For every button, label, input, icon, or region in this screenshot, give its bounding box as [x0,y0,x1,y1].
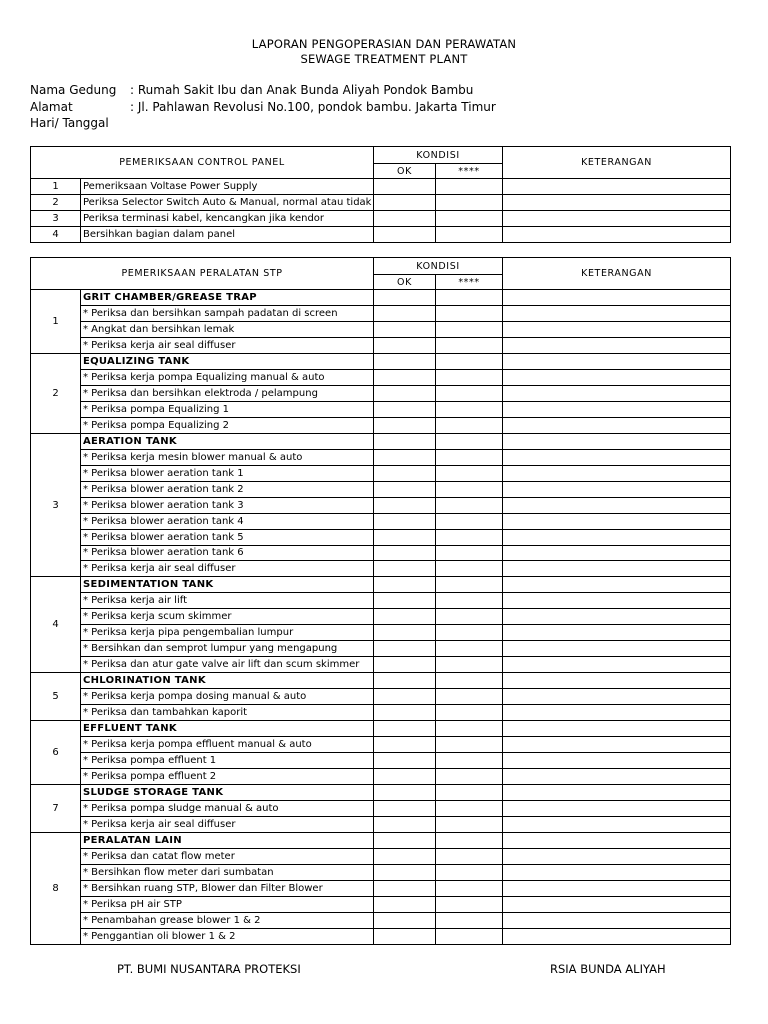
table-row [31,211,731,227]
ok-cell[interactable] [374,195,436,211]
ok-cell[interactable] [374,912,436,928]
stars-cell[interactable] [436,385,503,401]
stars-cell[interactable] [436,848,503,864]
section-title: GRIT CHAMBER/GREASE TRAP [81,290,374,306]
check-item: * Periksa kerja pompa dosing manual & auto [81,689,374,705]
ok-cell[interactable] [374,737,436,753]
keterangan-cell[interactable] [503,417,731,433]
keterangan-cell[interactable] [503,641,731,657]
keterangan-cell[interactable] [503,625,731,641]
stars-cell[interactable] [436,449,503,465]
check-item: * Periksa dan tambahkan kaporit [81,705,374,721]
check-item: Periksa Selector Switch Auto & Manual, normal atau tidak [81,195,374,211]
check-item: * Bersihkan ruang STP, Blower dan Filter Blower [81,880,374,896]
ok-cell[interactable] [374,721,436,737]
keterangan-cell[interactable] [503,737,731,753]
keterangan-cell[interactable] [503,848,731,864]
ok-cell[interactable] [374,657,436,673]
ok-cell[interactable] [374,385,436,401]
check-item: Pemeriksaan Voltase Power Supply [81,179,374,195]
stars-cell[interactable] [436,321,503,337]
table-row [31,657,731,673]
table-row [31,816,731,832]
table-row [31,912,731,928]
section-number: 2 [31,353,81,433]
table-row [31,385,731,401]
keterangan-cell[interactable] [503,657,731,673]
stars-cell[interactable] [436,753,503,769]
section-header-row [31,353,731,369]
table-row [31,753,731,769]
table-row [31,561,731,577]
stars-cell[interactable] [436,497,503,513]
keterangan-cell[interactable] [503,211,731,227]
section-number: 5 [31,673,81,721]
section-header-row [31,577,731,593]
row-number: 2 [31,195,81,211]
section-title: PERALATAN LAIN [81,832,374,848]
stars-cell[interactable] [436,880,503,896]
keterangan-cell[interactable] [503,769,731,785]
table-row [31,801,731,817]
ok-cell[interactable] [374,753,436,769]
info-block [30,82,496,132]
check-item: * Periksa dan catat flow meter [81,848,374,864]
keterangan-cell[interactable] [503,545,731,561]
stars-cell[interactable] [436,928,503,944]
ok-cell[interactable] [374,577,436,593]
section-number: 3 [31,433,81,577]
building-name-label: Nama Gedung [30,83,117,97]
stars-cell[interactable] [436,816,503,832]
stars-cell[interactable] [436,673,503,689]
date-label: Hari/ Tanggal [30,116,109,130]
keterangan-cell[interactable] [503,513,731,529]
kondisi-header: KONDISI [374,147,503,164]
table-row [31,864,731,880]
stars-cell[interactable] [436,481,503,497]
check-item: * Penambahan grease blower 1 & 2 [81,912,374,928]
keterangan-cell[interactable] [503,369,731,385]
keterangan-cell[interactable] [503,785,731,801]
section-header-row [31,290,731,306]
table-row [31,369,731,385]
ok-cell[interactable] [374,433,436,449]
report-title: LAPORAN PENGOPERASIAN DAN PERAWATAN [251,37,517,51]
info-row-address [30,99,496,116]
ok-cell[interactable] [374,417,436,433]
table-row [31,513,731,529]
ok-cell[interactable] [374,465,436,481]
ok-cell[interactable] [374,641,436,657]
check-item: * Periksa pompa sludge manual & auto [81,801,374,817]
report-subtitle: SEWAGE TREATMENT PLANT [300,52,468,66]
table-row [31,705,731,721]
stars-cell[interactable] [436,529,503,545]
row-number: 3 [31,211,81,227]
ok-cell[interactable] [374,561,436,577]
stars-cell[interactable] [436,577,503,593]
keterangan-cell[interactable] [503,816,731,832]
table-row [31,848,731,864]
stars-cell[interactable] [436,369,503,385]
stars-cell[interactable] [436,721,503,737]
stars-cell[interactable] [436,864,503,880]
keterangan-cell[interactable] [503,305,731,321]
check-item: * Periksa dan bersihkan sampah padatan di screen [81,305,374,321]
ok-cell[interactable] [374,449,436,465]
keterangan-cell[interactable] [503,880,731,896]
table-row [31,465,731,481]
check-item: * Periksa kerja pipa pengembalian lumpur [81,625,374,641]
footer-client: RSIA BUNDA ALIYAH [550,962,666,976]
ok-cell[interactable] [374,593,436,609]
address-label: Alamat [30,99,73,114]
keterangan-cell[interactable] [503,609,731,625]
stp-equipment-table [30,257,731,945]
keterangan-header: KETERANGAN [503,258,731,290]
check-item: * Periksa blower aeration tank 3 [81,497,374,513]
ok-cell[interactable] [374,785,436,801]
table-row [31,593,731,609]
table-row [31,641,731,657]
ok-cell[interactable] [374,337,436,353]
keterangan-cell[interactable] [503,753,731,769]
keterangan-cell[interactable] [503,481,731,497]
section-number: 7 [31,785,81,833]
stars-cell[interactable] [436,705,503,721]
keterangan-cell[interactable] [503,529,731,545]
check-item: * Periksa blower aeration tank 6 [81,545,374,561]
stp-header: PEMERIKSAAN PERALATAN STP [31,258,374,290]
address-value: : Jl. Pahlawan Revolusi No.100, pondok bambu. Jakarta Timur [130,99,496,114]
keterangan-cell[interactable] [503,928,731,944]
check-item: * Periksa blower aeration tank 5 [81,529,374,545]
ok-cell[interactable] [374,848,436,864]
ok-cell[interactable] [374,481,436,497]
check-item: * Bersihkan flow meter dari sumbatan [81,864,374,880]
ok-cell[interactable] [374,513,436,529]
keterangan-cell[interactable] [503,705,731,721]
ok-header: OK [374,275,436,290]
table-row [31,880,731,896]
footer-contractor: PT. BUMI NUSANTARA PROTEKSI [117,962,301,976]
stars-cell[interactable] [436,195,503,211]
section-title: CHLORINATION TANK [81,673,374,689]
ok-cell[interactable] [374,305,436,321]
section-number: 8 [31,832,81,944]
check-item: * Periksa pompa effluent 2 [81,769,374,785]
table-row [31,609,731,625]
ok-cell[interactable] [374,179,436,195]
keterangan-cell[interactable] [503,721,731,737]
check-item: * Periksa pompa Equalizing 1 [81,401,374,417]
table-row [31,737,731,753]
check-item: * Periksa kerja pompa Equalizing manual & auto [81,369,374,385]
section-number: 6 [31,721,81,785]
stars-cell[interactable] [436,896,503,912]
check-item: Periksa terminasi kabel, kencangkan jika kendor [81,211,374,227]
keterangan-cell[interactable] [503,401,731,417]
ok-cell[interactable] [374,896,436,912]
ok-cell[interactable] [374,545,436,561]
ok-cell[interactable] [374,864,436,880]
ok-cell[interactable] [374,369,436,385]
section-title: AERATION TANK [81,433,374,449]
stars-cell[interactable] [436,545,503,561]
stars-cell[interactable] [436,337,503,353]
ok-cell[interactable] [374,625,436,641]
stars-cell[interactable] [436,641,503,657]
stars-cell[interactable] [436,801,503,817]
keterangan-cell[interactable] [503,864,731,880]
table-row [31,896,731,912]
keterangan-cell[interactable] [503,896,731,912]
stars-cell[interactable] [436,689,503,705]
table-row [31,769,731,785]
section-header-row [31,721,731,737]
check-item: * Periksa blower aeration tank 2 [81,481,374,497]
kondisi-header: KONDISI [374,258,503,275]
info-row-date [30,115,496,132]
stars-cell[interactable] [436,625,503,641]
ok-cell[interactable] [374,928,436,944]
keterangan-cell[interactable] [503,449,731,465]
section-title: EFFLUENT TANK [81,721,374,737]
keterangan-cell[interactable] [503,385,731,401]
check-item: * Periksa pH air STP [81,896,374,912]
ok-cell[interactable] [374,227,436,243]
table-row [31,305,731,321]
table-row [31,928,731,944]
keterangan-cell[interactable] [503,337,731,353]
ok-cell[interactable] [374,705,436,721]
ok-cell[interactable] [374,321,436,337]
control-panel-header: PEMERIKSAAN CONTROL PANEL [31,147,374,179]
keterangan-header: KETERANGAN [503,147,731,179]
section-title: SLUDGE STORAGE TANK [81,785,374,801]
ok-cell[interactable] [374,497,436,513]
keterangan-cell[interactable] [503,179,731,195]
stars-cell[interactable] [436,912,503,928]
info-row-building [30,82,496,99]
keterangan-cell[interactable] [503,577,731,593]
stars-cell[interactable] [436,593,503,609]
control-panel-table [30,146,731,243]
stars-cell[interactable] [436,609,503,625]
section-title: SEDIMENTATION TANK [81,577,374,593]
keterangan-cell[interactable] [503,433,731,449]
keterangan-cell[interactable] [503,290,731,306]
stars-cell[interactable] [436,737,503,753]
ok-cell[interactable] [374,816,436,832]
stars-cell[interactable] [436,561,503,577]
check-item: Bersihkan bagian dalam panel [81,227,374,243]
check-item: * Periksa kerja mesin blower manual & auto [81,449,374,465]
keterangan-cell[interactable] [503,195,731,211]
stars-header: **** [436,164,503,179]
stars-cell[interactable] [436,227,503,243]
section-header-row [31,832,731,848]
ok-cell[interactable] [374,401,436,417]
table-row [31,227,731,243]
stars-cell[interactable] [436,513,503,529]
stars-cell[interactable] [436,353,503,369]
check-item: * Periksa pompa effluent 1 [81,753,374,769]
check-item: * Periksa blower aeration tank 4 [81,513,374,529]
stars-cell[interactable] [436,211,503,227]
table-row [31,481,731,497]
check-item: * Periksa kerja air seal diffuser [81,337,374,353]
keterangan-cell[interactable] [503,673,731,689]
ok-cell[interactable] [374,353,436,369]
section-number: 4 [31,577,81,673]
ok-cell[interactable] [374,211,436,227]
row-number: 4 [31,227,81,243]
ok-cell[interactable] [374,290,436,306]
table-row [31,545,731,561]
stars-cell[interactable] [436,657,503,673]
check-item: * Periksa kerja air seal diffuser [81,561,374,577]
keterangan-cell[interactable] [503,912,731,928]
table-row [31,625,731,641]
check-item: * Periksa kerja pompa effluent manual & auto [81,737,374,753]
table-row [31,417,731,433]
stars-cell[interactable] [436,785,503,801]
stars-cell[interactable] [436,769,503,785]
table-row [31,529,731,545]
table-row [31,179,731,195]
keterangan-cell[interactable] [503,353,731,369]
check-item: * Periksa kerja scum skimmer [81,609,374,625]
ok-header: OK [374,164,436,179]
table-row [31,689,731,705]
stars-cell[interactable] [436,465,503,481]
keterangan-cell[interactable] [503,321,731,337]
section-header-row [31,673,731,689]
check-item: * Periksa kerja air lift [81,593,374,609]
stars-cell[interactable] [436,417,503,433]
stars-cell[interactable] [436,305,503,321]
ok-cell[interactable] [374,769,436,785]
keterangan-cell[interactable] [503,465,731,481]
table-row [31,449,731,465]
row-number: 1 [31,179,81,195]
ok-cell[interactable] [374,673,436,689]
check-item: * Periksa pompa Equalizing 2 [81,417,374,433]
check-item: * Bersihkan dan semprot lumpur yang mengapung [81,641,374,657]
stars-header: **** [436,275,503,290]
building-name-value: : Rumah Sakit Ibu dan Anak Bunda Aliyah Pondok Bambu [130,83,474,97]
check-item: * Angkat dan bersihkan lemak [81,321,374,337]
check-item: * Periksa dan atur gate valve air lift dan scum skimmer [81,657,374,673]
keterangan-cell[interactable] [503,801,731,817]
keterangan-cell[interactable] [503,497,731,513]
keterangan-cell[interactable] [503,227,731,243]
ok-cell[interactable] [374,801,436,817]
check-item: * Periksa dan bersihkan elektroda / pelampung [81,385,374,401]
stars-cell[interactable] [436,433,503,449]
section-number: 1 [31,290,81,354]
section-header-row [31,785,731,801]
check-item: * Periksa blower aeration tank 1 [81,465,374,481]
keterangan-cell[interactable] [503,689,731,705]
table-row [31,337,731,353]
ok-cell[interactable] [374,609,436,625]
ok-cell[interactable] [374,880,436,896]
check-item: * Penggantian oli blower 1 & 2 [81,928,374,944]
ok-cell[interactable] [374,529,436,545]
ok-cell[interactable] [374,689,436,705]
keterangan-cell[interactable] [503,593,731,609]
check-item: * Periksa kerja air seal diffuser [81,816,374,832]
keterangan-cell[interactable] [503,832,731,848]
stars-cell[interactable] [436,179,503,195]
stars-cell[interactable] [436,832,503,848]
table-row [31,401,731,417]
table-row [31,195,731,211]
stars-cell[interactable] [436,290,503,306]
keterangan-cell[interactable] [503,561,731,577]
ok-cell[interactable] [374,832,436,848]
section-title: EQUALIZING TANK [81,353,374,369]
table-row [31,321,731,337]
stars-cell[interactable] [436,401,503,417]
section-header-row [31,433,731,449]
table-row [31,497,731,513]
